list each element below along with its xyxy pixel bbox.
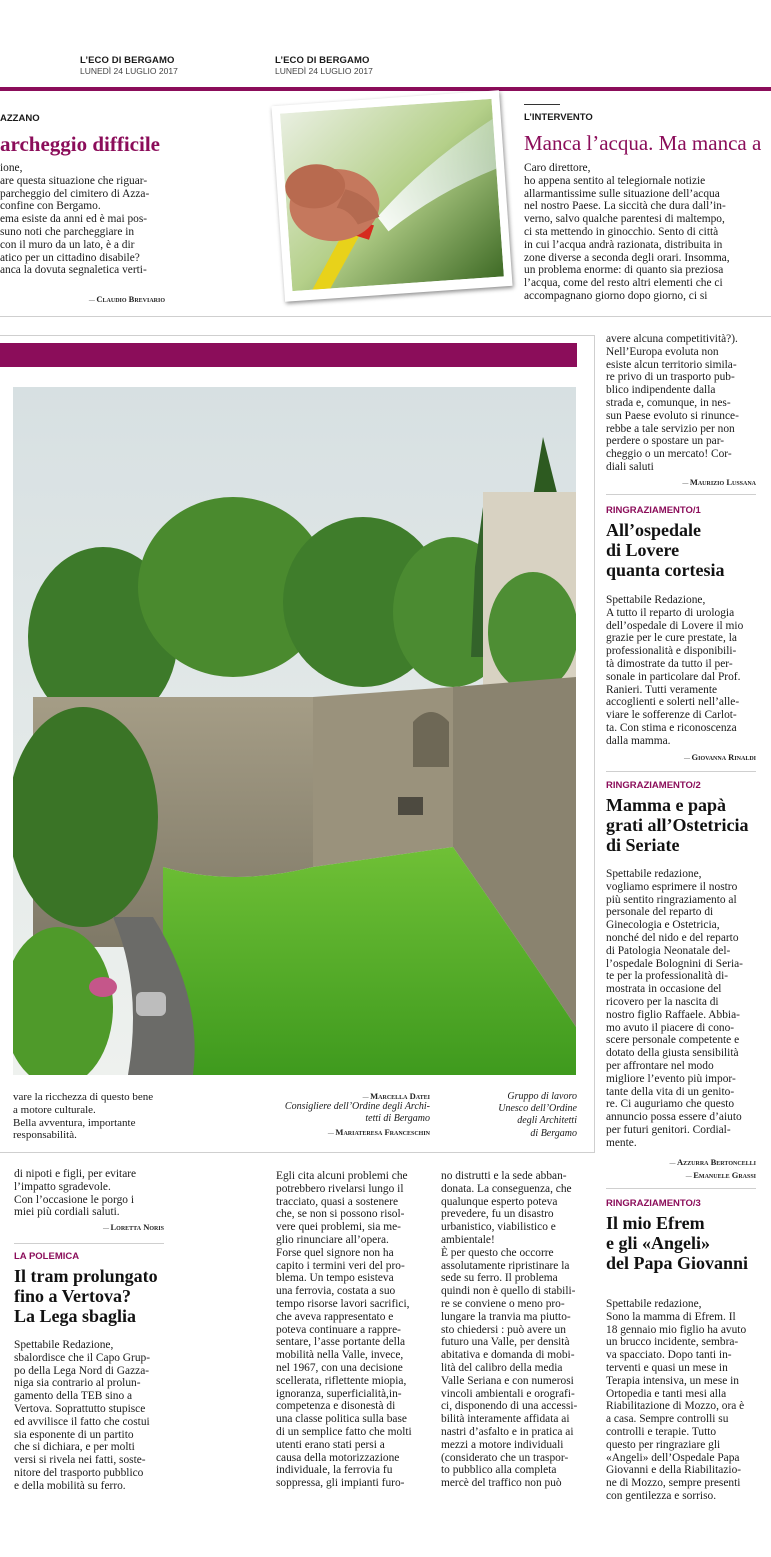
- letter-kicker: RINGRAZIAMENTO/3: [606, 1198, 701, 1209]
- kicker-rule: [524, 104, 560, 105]
- signature-name: Maurizio Lussana: [689, 477, 756, 487]
- letter-body: Egli cita alcuni problemi che potrebbero rivelarsi lungo il tracciato, quasi a sostenere che, se non si possono risol- vere quei problemi, sia me- glio rinunciare all’opera. Forse quel signore non ha capito i termini veri del pro- blema. Un tempo esisteva una ferrovia, costata a suo tempo risorse lavori sacrifici, che aveva rappresentato e poteva continuare a rappre- sentare, l’asse portante della mobilità nella Valle, invece, nel 1967, con una decisione scellerata, riflettente miopia, ignoranza, superficialità,in- competenza e disonestà di una classe politica sulla base di un semplice fatto che molti utenti erano stati persi a causa della motorizzazione individuale, la ferrovia fu soppressa, gli impianti furo-: [276, 1170, 412, 1490]
- letter-signature: — Maurizio Lussana: [682, 477, 756, 487]
- letter-signature: — Azzurra Bertoncelli: [669, 1157, 756, 1167]
- caption-signatures: — Marcella Datei Consigliere dell’Ordine degli Archi- tetti di Bergamo — Mariateresa Franceschin: [265, 1091, 430, 1137]
- signature-role: Consigliere dell’Ordine degli Archi- tetti di Bergamo: [284, 1101, 430, 1124]
- letter-divider: [606, 1188, 756, 1189]
- letter-headline: Il tram prolungato fino a Vertova? La Lega sbaglia: [14, 1266, 158, 1326]
- signature-name: Loretta Noris: [110, 1222, 164, 1232]
- hose-photo: [280, 99, 504, 291]
- letter-body: Spettabile redazione, vogliamo esprimere il nostro più sentito ringraziamento al personale del reparto di Ginecologia e Ostetricia, nonché del nido e del reparto di Patologia Neonatale del- l’ospedale Bolognini di Seria- te per la professionalità di- mostrata in occasione del ricovero per la nascita di nostro figlio Raffaele. Abbia- mo avuto il piacere di cono- scere personale competente e dotato della giusta sensibilità per affrontare nel modo migliore l’evento più impor- tante della vita di un genito- re. Ci auguriamo che questo annuncio possa essere d’aiuto per futuri genitori. Cordial- mente.: [606, 868, 743, 1149]
- signature-name: Claudio Breviario: [96, 294, 165, 304]
- masthead-right: [275, 55, 373, 76]
- article-body: Caro direttore, ho appena sentito al telegiornale notizie allarmantissime sulle situazione dell’acqua nel nostro Paese. La siccità che dura dall’in- verno, salvo qualche parentesi di maltempo, ci sta mettendo in ginocchio. Sento di città in cui l’acqua andrà razionata, distribuita in zone diverse a seconda degli orari. Insomma, un problema enorme: di quanto sia preziosa l’acqua, come del resto altri elementi che ci accompagnano giorno dopo giorno, ci si: [524, 162, 730, 302]
- letter-divider: [606, 494, 756, 495]
- article-kicker: L’INTERVENTO: [524, 112, 593, 123]
- signature-name: Emanuele Grassi: [693, 1170, 756, 1180]
- masthead-title: L’ECO DI BERGAMO: [275, 55, 370, 66]
- letter-body: no distrutti e la sede abban- donata. La conseguenza, che qualunque esperto poteva prevedere, fu un disastro urbanistico, viabilistico e ambientale! È per questo che occorre assolutamente ripristinare la sede su ferro. Il problema quindi non è quello di stabili- re se conviene o meno pro- lungare la tranvia ma piutto- sto chiedersi : può avere un futuro una Valle, per densità abitativa e domanda di mobi- lità del calibro della media Valle Seriana e con numerosi vincoli ambientali e orografi- ci, disponendo di una accessi- bilità interamente affidata ai nastri d’asfalto e in pratica ai mezzi a motore individuali (considerato che un traspor- to pubblico alla completa mercè del traffico non può: [441, 1170, 578, 1490]
- masthead-left: [80, 55, 178, 76]
- masthead-accent-bar: [0, 87, 771, 91]
- masthead-date: LUNEDÌ 24 LUGLIO 2017: [275, 66, 373, 76]
- letter-kicker: LA POLEMICA: [14, 1251, 80, 1262]
- article-headline: archeggio difficile: [0, 132, 160, 156]
- masthead-title: L’ECO DI BERGAMO: [80, 55, 175, 66]
- letter-divider: [14, 1243, 164, 1244]
- letter-body: Spettabile Redazione, A tutto il reparto di urologia dell’ospedale di Lovere il mio grazie per le cure prestate, la professionalità e disponibili- tà dimostrate da tutto il per- sonale in particolare dal Prof. Ranieri. Tutti veramente accoglienti e solerti nell’alle- viare le sofferenze di Carlot- ta. Con stima e riconoscenza dalla mamma.: [606, 594, 744, 747]
- letter-headline: All’ospedale di Lovere quanta cortesia: [606, 520, 725, 580]
- masthead-date: LUNEDÌ 24 LUGLIO 2017: [80, 66, 178, 76]
- caption-body: vare la ricchezza di questo bene a motore culturale. Bella avventura, importante responsabilità.: [13, 1091, 154, 1142]
- letter-kicker: RINGRAZIAMENTO/1: [606, 505, 701, 516]
- letter-body: Spettabile redazione, Sono la mamma di Efrem. Il 18 gennaio mio figlio ha avuto un brucco incidente, sembra- va spacciato. Dopo tanti in- terventi e quasi un mese in Terapia intensiva, un mese in Ortopedia e tanti mesi alla Riabilitazione di Mozzo, ora è a casa. Sempre controlli su controlli e terapie. Tutto questo per ringraziare gli «Angeli» dell’Ospedale Papa Giovanni e della Riabilitazio- ne di Mozzo, sempre presenti con gentilezza e sorriso.: [606, 1298, 747, 1502]
- letter-kicker: RINGRAZIAMENTO/2: [606, 780, 701, 791]
- feature-header-bar: [0, 343, 577, 367]
- signature-name: Giovanna Rinaldi: [691, 752, 756, 762]
- letter-signature: — Giovanna Rinaldi: [684, 752, 756, 762]
- signature-name: Azzurra Bertoncelli: [677, 1157, 756, 1167]
- signature-name: Mariateresa Franceschin: [335, 1127, 430, 1137]
- article-body: ione, are questa situazione che riguar- parcheggio del cimitero di Azza- confine con Bergamo. ema esiste da anni ed è mai pos- suno noti che parcheggiare in con il muro da un lato, è a dir atico per un cittadino disabile? anca la dovuta segnaletica verti-: [0, 162, 150, 277]
- letter-continuation: avere alcuna competitività?). Nell’Europa evoluta non esiste alcun territorio simila- re privo di un trasporto pub- blico indipendente dalla strada e, comunque, in nes- sun Paese evoluto si rinunce- rebbe a tale servizio per non perdere o spostare un par- cheggio o un mercato! Cor- diali saluti: [606, 333, 739, 473]
- letter-headline: Il mio Efrem e gli «Angeli» del Papa Giovanni: [606, 1213, 749, 1273]
- article-signature: — Claudio Breviario: [88, 294, 165, 304]
- article-headline: Manca l’acqua. Ma manca a: [524, 131, 762, 155]
- letter-continuation: di nipoti e figli, per evitare l’impatto sgradevole. Con l’occasione le porgo i miei più cordiali saluti.: [14, 1168, 137, 1219]
- signature-name: Marcella Datei: [370, 1091, 430, 1101]
- letter-body: Spettabile Redazione, sbalordisce che il Capo Grup- po della Lega Nord di Gazza- niga sia contrario al prolun- gamento della TEB sino a Vertova. Soprattutto stupisce ed avvilisce il fatto che costui sia esponente di un partito che si dichiara, e per molti versi si rivela nei fatti, soste- nitore del trasporto pubblico e della mobilità su ferro.: [14, 1339, 151, 1492]
- letter-divider: [606, 771, 756, 772]
- article-kicker: AZZANO: [0, 113, 40, 124]
- section-divider: [0, 316, 771, 317]
- letter-signature: — Emanuele Grassi: [685, 1170, 756, 1180]
- signature-role: Gruppo di lavoro Unesco dell’Ordine degli Architetti di Bergamo: [498, 1091, 577, 1139]
- hose-photo-frame: [271, 90, 512, 301]
- walls-photo: [13, 387, 576, 1075]
- letter-headline: Mamma e papà grati all’Ostetricia di Seriate: [606, 795, 749, 855]
- letter-signature: — Loretta Noris: [103, 1222, 164, 1232]
